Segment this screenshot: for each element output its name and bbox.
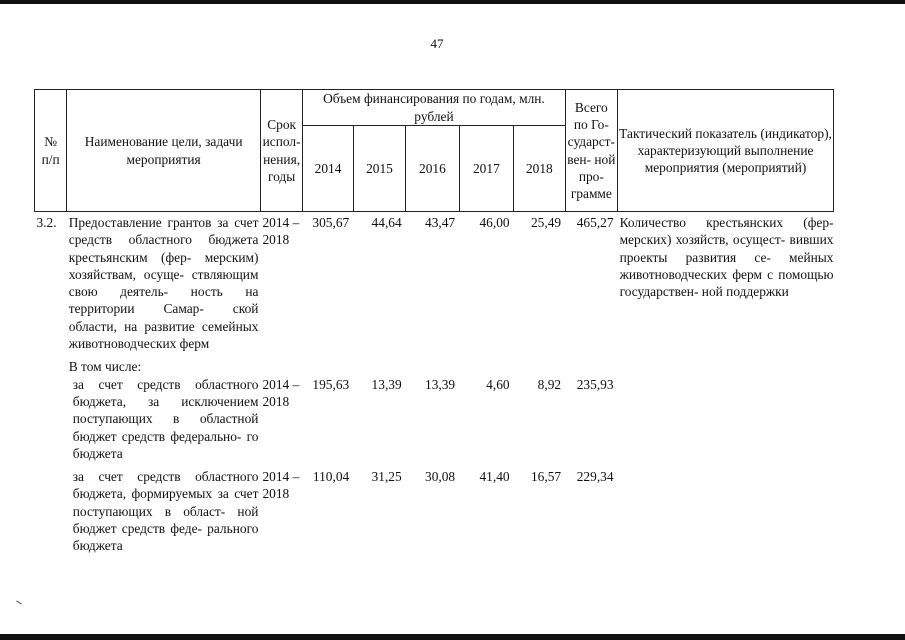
row-indicator: Количество крестьянских (фер- мерских) хозяйств, осущест- вивших проекты развития се- мейных животноводческих ферм с помощью государствен- ной поддержки [618, 212, 834, 353]
row-name: за счет средств областного бюджета, за исключением поступающих в областной бюджет средств федерально- го бюджета [72, 376, 259, 461]
table-row [35, 212, 834, 353]
header-year: 2016 [406, 126, 459, 212]
row-name: Предоставление грантов за счет средств областного бюджета крестьянским (фер- мерским) хозяйствам, осуще- ствляющим свою деятель- ность на территории Самар- ской области, на развитие семейных животноводческих ферм [67, 212, 261, 353]
header-year: 2015 [353, 126, 405, 212]
value-2018: 25,49 [514, 212, 566, 353]
header-period: Срок испол- нения, годы [260, 90, 302, 212]
scan-border-top [0, 0, 905, 4]
scan-speck [16, 600, 21, 604]
value-2017: 41,40 [479, 469, 510, 485]
header-total: Всего по Го- сударст- вен- ной про- грамме [565, 90, 617, 212]
value-2017: 46,00 [459, 212, 513, 353]
value-2017: 4,60 [486, 376, 510, 392]
value-total: 229,34 [576, 469, 614, 485]
breakdown-label: В том числе: [68, 359, 142, 375]
value-2018: 8,92 [537, 376, 562, 392]
value-total: 465,27 [565, 212, 617, 353]
header-year: 2018 [514, 126, 566, 212]
row-name: за счет средств областного бюджета, формируемых за счет поступающих в област- ной бюджет средств феде- рального бюджета [72, 469, 259, 554]
value-2015: 44,64 [353, 212, 405, 353]
row-period: 2014 – 2018 [262, 469, 300, 502]
value-total: 235,93 [576, 376, 614, 392]
value-2014: 305,67 [303, 212, 353, 353]
header-indicator: Тактический показатель (индикатор), характеризующий выполнение мероприятия (мероприятий) [618, 90, 834, 212]
header-num: № п/п [35, 90, 67, 212]
value-2014: 195,63 [312, 376, 350, 392]
header-year: 2017 [459, 126, 513, 212]
value-2018: 16,57 [530, 469, 562, 485]
value-2014: 110,04 [312, 469, 350, 485]
value-2015: 13,39 [371, 376, 402, 392]
header-funding: Объем финансирования по годам, млн. рублей [303, 90, 565, 126]
header-year: 2014 [303, 126, 353, 212]
table-row [35, 462, 834, 554]
table-row [35, 376, 834, 462]
row-number: 3.2. [35, 212, 67, 353]
value-2016: 30,08 [425, 469, 456, 485]
value-2016: 43,47 [406, 212, 459, 353]
row-period: 2014 – 2018 [260, 212, 302, 353]
subtotal-label-row [35, 352, 834, 375]
row-period: 2014 – 2018 [262, 376, 300, 409]
header-name: Наименование цели, задачи мероприятия [67, 90, 261, 212]
page-number: 47 [430, 36, 444, 51]
value-2016: 13,39 [425, 376, 456, 392]
funding-table [34, 89, 834, 555]
scan-border-bottom [0, 634, 905, 640]
value-2015: 31,25 [371, 469, 402, 485]
